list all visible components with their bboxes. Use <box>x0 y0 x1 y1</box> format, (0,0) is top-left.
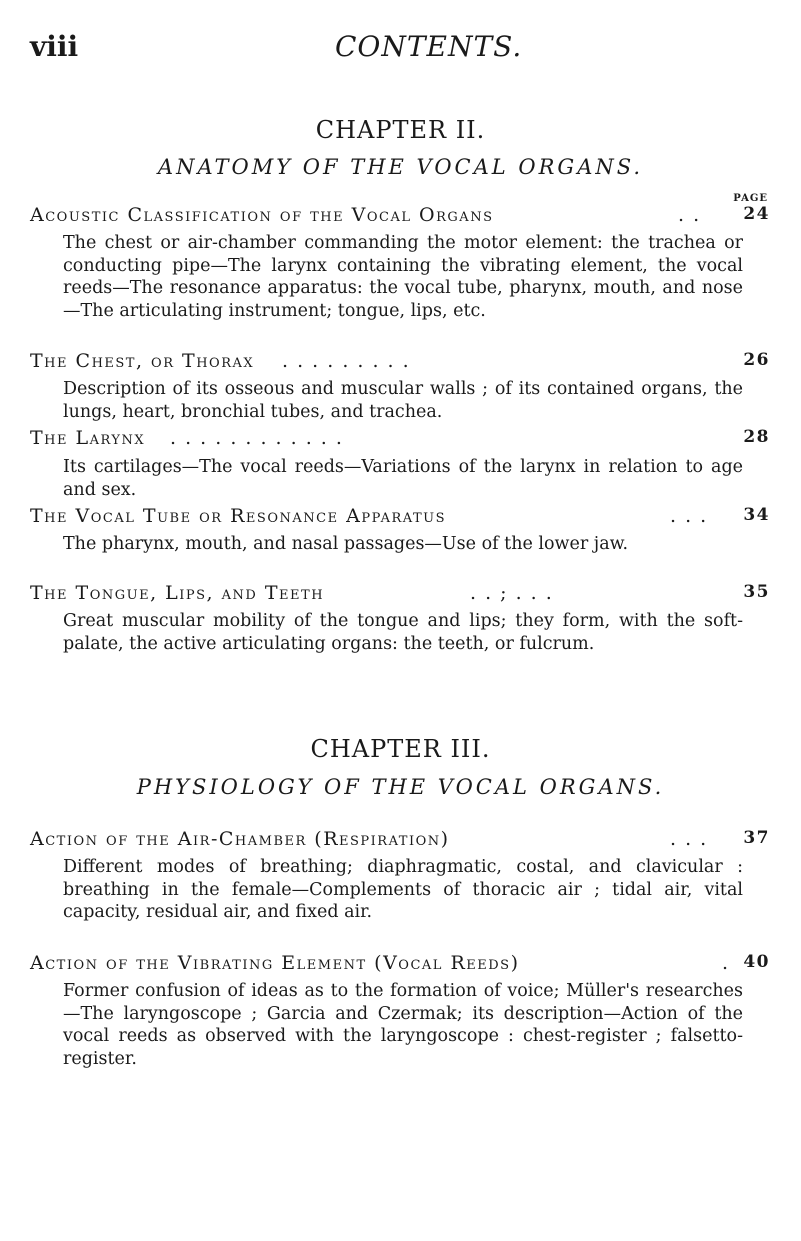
toc-entry[interactable] <box>30 582 770 604</box>
entry-title: Action of the Air-Chamber (Respiration) <box>30 828 450 850</box>
entry-title: The Vocal Tube or Resonance Apparatus <box>30 505 447 527</box>
entry-page-number: 34 <box>743 505 770 525</box>
entry-page-number: 24 <box>743 204 770 224</box>
chapter-subtitle: PHYSIOLOGY OF THE VOCAL ORGANS. <box>136 775 665 799</box>
toc-entry[interactable] <box>30 505 770 527</box>
chapter-subtitle: ANATOMY OF THE VOCAL ORGANS. <box>157 155 644 179</box>
page-column-label: PAGE <box>733 193 768 204</box>
entry-title: The Tongue, Lips, and Teeth <box>30 582 325 604</box>
entry-description: Different modes of breathing; diaphragmatic, costal, and clavicular : breathing in the female—Complements of thoracic air ; tidal air, vital capacity, residual air, and fixed air. <box>63 857 743 923</box>
toc-entry[interactable] <box>30 427 770 449</box>
toc-entry[interactable] <box>30 952 770 974</box>
entry-title: Acoustic Classification of the Vocal Organs <box>30 204 494 226</box>
toc-entry[interactable] <box>30 828 770 850</box>
entry-description: Great muscular mobility of the tongue and lips; they form, with the soft-palate, the active articulating organs: the teeth, or fulcrum. <box>63 611 743 654</box>
leader-dots: . . . <box>670 828 708 850</box>
chapter-heading: CHAPTER III. <box>310 735 491 763</box>
leader-dots: . . . <box>670 505 708 527</box>
running-title: CONTENTS. <box>335 30 523 63</box>
toc-entry[interactable] <box>30 350 770 372</box>
entry-page-number: 28 <box>743 427 770 447</box>
entry-description: The pharynx, mouth, and nasal passages—Use of the lower jaw. <box>63 534 629 554</box>
chapter-heading: CHAPTER II. <box>315 116 486 144</box>
entry-description: Description of its osseous and muscular walls ; of its contained organs, the lungs, heart, bronchial tubes, and trachea. <box>63 379 743 422</box>
leader-dots: . . . . . . . . . . . . <box>170 427 344 449</box>
entry-description: Former confusion of ideas as to the formation of voice; Müller's researches—The laryngoscope ; Garcia and Czermak; its description—Action of the vocal reeds as observed with the laryngoscope : chest-register ; falsetto-register. <box>63 981 743 1069</box>
leader-dots: . . <box>678 204 701 226</box>
entry-title: The Chest, or Thorax <box>30 350 255 372</box>
entry-page-number: 37 <box>743 828 770 848</box>
toc-entry[interactable] <box>30 204 770 226</box>
leader-dots: . . ; . . . <box>470 582 554 604</box>
entry-page-number: 26 <box>743 350 770 370</box>
entry-title: The Larynx <box>30 427 146 449</box>
entry-page-number: 35 <box>743 582 770 602</box>
leader-dots: . <box>722 952 730 974</box>
entry-page-number: 40 <box>743 952 770 972</box>
entry-title: Action of the Vibrating Element (Vocal Reeds) <box>30 952 520 974</box>
entry-description: Its cartilages—The vocal reeds—Variations of the larynx in relation to age and sex. <box>63 457 743 500</box>
running-head <box>30 30 770 70</box>
entry-description: The chest or air-chamber commanding the motor element: the trachea or conducting pipe—The larynx containing the vibrating element, the vocal reeds—The resonance apparatus: the vocal tube, pharynx, mouth, and nose—The articulating instrument; tongue, lips, etc. <box>63 233 743 321</box>
page-number: viii <box>30 30 79 63</box>
leader-dots: . . . . . . . . . <box>282 350 411 372</box>
